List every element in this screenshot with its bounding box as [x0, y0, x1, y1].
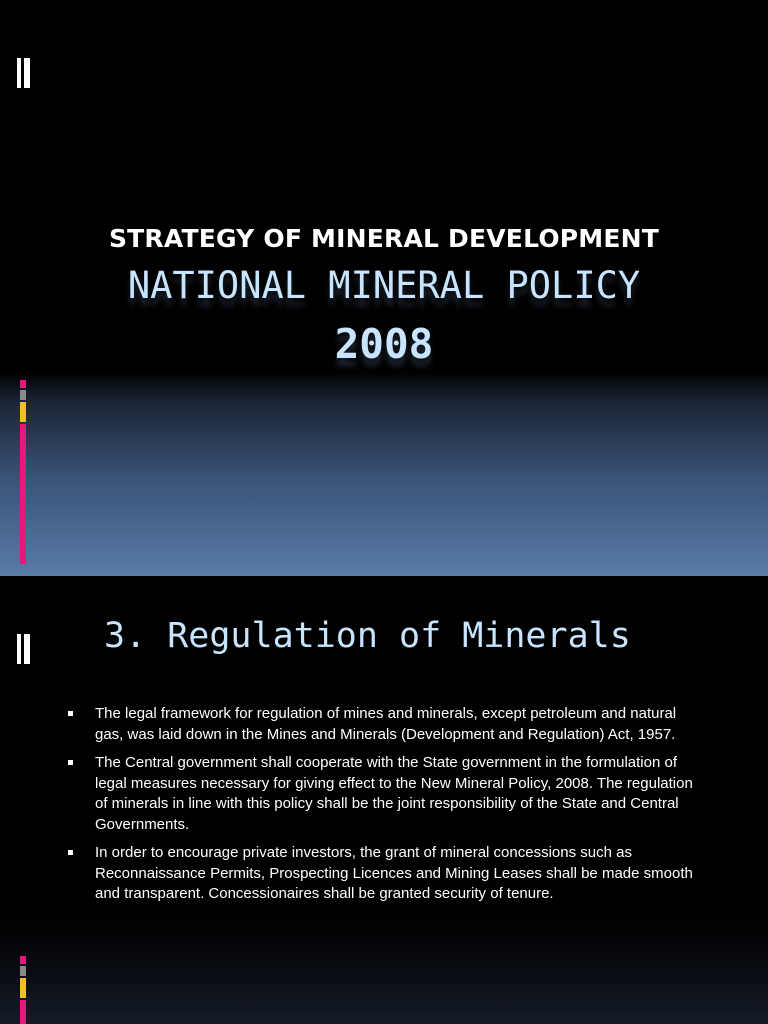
accent-gray-mark	[20, 966, 26, 976]
accent-yellow-mark	[20, 978, 26, 998]
bullet-text: The legal framework for regulation of mines and minerals, except petroleum and natural gas, was laid down in the Mines and Minerals (Development and Regulation) Act, 1957.	[95, 705, 677, 743]
bullet-text: The Central government shall cooperate with the State government in the formulation of legal measures necessary for giving effect to the New Mineral Policy, 2008. The regulation of minerals in line with this policy shall be the joint responsibility of the State and Central Governments.	[95, 754, 693, 833]
bullet-list	[66, 704, 706, 913]
square-bullet-icon	[68, 850, 73, 855]
accent-pink-top-mark	[20, 380, 26, 388]
accent-gray-mark	[20, 390, 26, 400]
slide-heading: 3. Regulation of Minerals	[104, 616, 631, 656]
corner-decor-line	[17, 634, 21, 664]
accent-yellow-mark	[20, 402, 26, 422]
accent-pink-bar	[20, 424, 26, 564]
content-slide	[0, 576, 768, 1024]
bullet-item	[66, 843, 706, 905]
square-bullet-icon	[68, 711, 73, 716]
slide-title: NATIONAL MINERAL POLICY	[127, 264, 641, 307]
accent-pink-top-mark	[20, 956, 26, 964]
slide-subtitle: STRATEGY OF MINERAL DEVELOPMENT	[108, 224, 660, 253]
bullet-text: In order to encourage private investors, the grant of mineral concessions such as Reconnaissance Permits, Prospecting Licences and Mining Leases shall be made smooth and transparent. Concessionaires shall be granted security of tenure.	[95, 844, 693, 902]
corner-decor-block	[24, 634, 30, 664]
corner-decor-block	[24, 58, 30, 88]
slide-year: 2008	[334, 320, 434, 368]
corner-decor-line	[17, 58, 21, 88]
square-bullet-icon	[68, 760, 73, 765]
bullet-item	[66, 704, 706, 745]
bullet-item	[66, 753, 706, 835]
accent-pink-bar	[20, 1000, 26, 1024]
